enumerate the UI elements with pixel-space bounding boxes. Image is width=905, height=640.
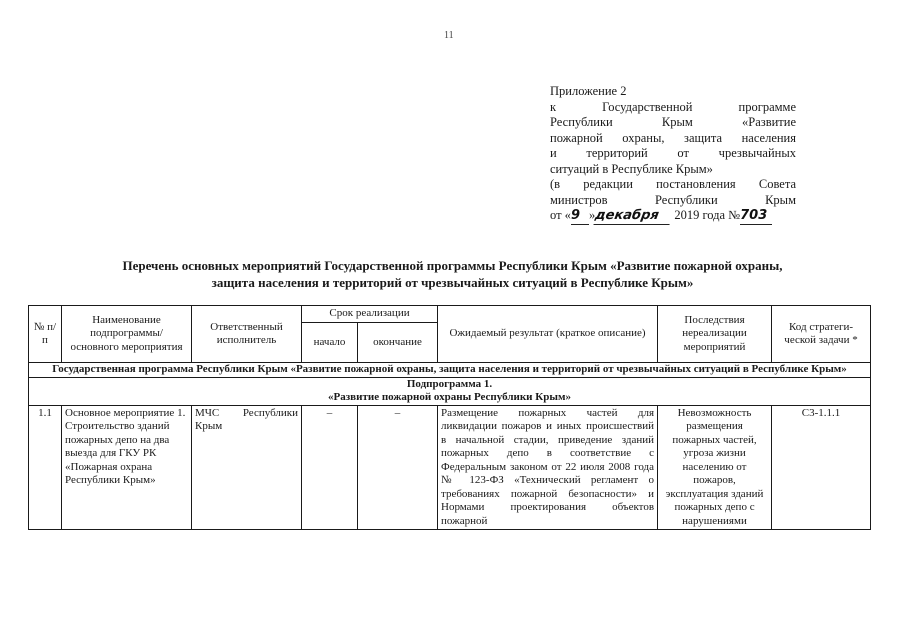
- row-executor: МЧС Республики Крым: [192, 405, 302, 530]
- date-mid: »: [588, 208, 596, 222]
- appendix-note: [550, 84, 796, 225]
- subprogram-name: «Развитие пожарной охраны Республики Крым»: [328, 391, 571, 403]
- appendix-line: ситуаций в Республике Крым»: [550, 161, 713, 176]
- row-name: Основное мероприятие 1. Строительство зданий пожарных депо на два выезда для ГКУ РК «Пожарная охрана Республики Крым»: [62, 405, 192, 530]
- header-name: Наименование подпрограммы/ основного мероприятия: [62, 306, 192, 363]
- appendix-line: пожарной охраны, защита населения: [550, 130, 796, 145]
- row-consequences: Невозможность размещения пожарных частей, угроза жизни населению от пожаров, эксплуатация зданий пожарных депо с нарушениями: [658, 405, 772, 530]
- page-number: 11: [444, 30, 454, 41]
- row-num: 1.1: [29, 405, 62, 530]
- section-subprogram: [29, 377, 871, 405]
- header-code: Код стратеги-ческой задачи *: [772, 306, 871, 363]
- date-month-handwritten: декабря: [594, 208, 673, 225]
- header-consequences: Последствия нереализации мероприятий: [658, 306, 772, 363]
- appendix-line: к Государственной программе: [550, 99, 796, 114]
- header-result: Ожидаемый результат (краткое описание): [438, 306, 658, 363]
- document-title: [40, 258, 865, 291]
- section-program: Государственная программа Республики Крым «Развитие пожарной охраны, защита населения и территорий от чрезвычайных ситуаций в Республике Крым»: [29, 363, 871, 378]
- subprogram-number: Подпрограмма 1.: [406, 377, 493, 390]
- appendix-line: Приложение 2: [550, 84, 627, 98]
- appendix-line: Республики Крым «Развитие: [550, 115, 796, 129]
- header-end: окончание: [358, 323, 438, 363]
- date-day-handwritten: 9: [571, 208, 589, 225]
- row-code: С3-1.1.1: [772, 405, 871, 530]
- header-num: № п/п: [29, 306, 62, 363]
- header-period: Срок реализации: [302, 306, 438, 323]
- header-start: начало: [302, 323, 358, 363]
- date-prefix: от «: [550, 208, 571, 222]
- row-result: Размещение пожарных частей для ликвидации пожаров и иных происшествий в начальной стадии, приведение зданий пожарных депо в соответствие с Федеральным законом от 22 июля 2008 года № 123-ФЗ «Технический регламент о требованиях пожарной безопасности» и Нормами проектирования объектов пожарной: [438, 405, 658, 530]
- header-executor: Ответственный исполнитель: [192, 306, 302, 363]
- appendix-date-line: [550, 208, 796, 225]
- row-start: –: [302, 405, 358, 530]
- measures-table: [28, 305, 871, 530]
- row-end: –: [358, 405, 438, 530]
- title-line: Перечень основных мероприятий Государственной программы Республики Крым «Развитие пожарной охраны,: [122, 258, 783, 273]
- decree-number-handwritten: 703: [740, 208, 772, 225]
- appendix-line: и территорий от чрезвычайных: [550, 146, 796, 160]
- date-year: 2019 года №: [671, 208, 741, 222]
- appendix-line: (в редакции постановления Совета: [550, 177, 796, 191]
- appendix-line: министров Республики Крым: [550, 192, 796, 207]
- table-row: [29, 405, 871, 530]
- title-line: защита населения и территорий от чрезвычайных ситуаций в Республике Крым»: [211, 274, 694, 290]
